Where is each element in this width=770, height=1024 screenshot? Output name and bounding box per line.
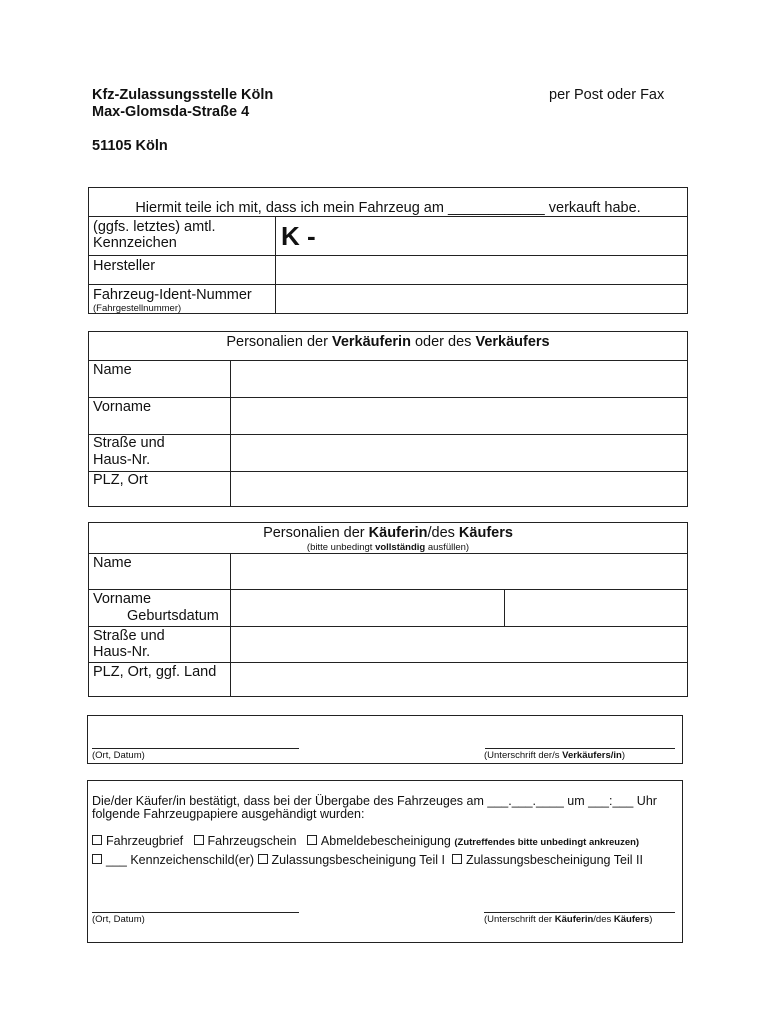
handover-section <box>87 780 683 943</box>
buyer-birthdate-field[interactable] <box>505 590 687 626</box>
checkbox-icon <box>452 854 462 864</box>
buyer-city-label: PLZ, Ort, ggf. Land <box>93 664 217 680</box>
seller-name-label: Name <box>93 362 132 378</box>
buyer-name-field[interactable] <box>231 554 687 589</box>
seller-street-field[interactable] <box>231 435 687 471</box>
checkbox-icon <box>194 835 204 845</box>
seller-firstname-field[interactable] <box>231 398 687 434</box>
seller-firstname-label: Vorname <box>93 399 152 415</box>
seller-place-date-line[interactable] <box>92 748 299 749</box>
papers-row-2 <box>92 853 643 867</box>
buyer-birthdate-label: Geburtsdatum <box>127 608 219 624</box>
buyer-title: Personalien der Käuferin/des Käufers <box>263 525 513 541</box>
seller-city-field[interactable] <box>231 472 687 506</box>
buyer-name-label: Name <box>93 555 132 571</box>
buyer-firstname-label: Vorname <box>93 591 152 607</box>
buyer-street-label-1: Straße und <box>93 628 165 644</box>
seller-title: Personalien der Verkäuferin oder des Verkäufers <box>226 334 550 350</box>
checkbox-fahrzeugbrief[interactable]: Fahrzeugbrief <box>92 834 183 848</box>
buyer-street-label-2: Haus-Nr. <box>93 644 151 660</box>
papers-row-1 <box>92 834 639 850</box>
checkbox-fahrzeugschein[interactable]: Fahrzeugschein <box>194 834 297 848</box>
buyer-section <box>88 522 688 697</box>
seller-name-field[interactable] <box>231 361 687 397</box>
plate-label-line2: Kennzeichen <box>93 235 177 251</box>
checkbox-icon <box>92 835 102 845</box>
sale-statement: Hiermit teile ich mit, dass ich mein Fahrzeug am ____________ verkauft habe. <box>135 200 641 216</box>
checkbox-zb-teil-2[interactable]: Zulassungsbescheinigung Teil II <box>452 853 643 867</box>
vin-field[interactable] <box>276 285 687 313</box>
seller-signature-section <box>87 715 683 764</box>
office-name: Kfz-Zulassungsstelle Köln <box>92 87 274 103</box>
seller-signature-line[interactable] <box>485 748 675 749</box>
vehicle-section <box>88 187 688 314</box>
buyer-firstname-field[interactable] <box>231 590 504 626</box>
checkbox-kennzeichenschilder[interactable]: ___ Kennzeichenschild(er) <box>92 853 254 867</box>
plate-field[interactable] <box>276 217 687 255</box>
seller-place-date-label: (Ort, Datum) <box>92 750 145 761</box>
seller-section <box>88 331 688 507</box>
seller-city-label: PLZ, Ort <box>93 472 148 488</box>
checkbox-icon <box>92 854 102 864</box>
buyer-place-date-label: (Ort, Datum) <box>92 914 145 925</box>
checkbox-icon <box>258 854 268 864</box>
manufacturer-field[interactable] <box>276 256 687 284</box>
buyer-place-date-line[interactable] <box>92 912 299 913</box>
buyer-signature-label: (Unterschrift der Käuferin/des Käufers) <box>484 914 653 925</box>
office-street: Max-Glomsda-Straße 4 <box>92 104 250 120</box>
seller-signature-label: (Unterschrift der/s Verkäufers/in) <box>484 750 625 761</box>
checkbox-abmeldebescheinigung[interactable]: Abmeldebescheinigung <box>307 834 451 848</box>
buyer-city-field[interactable] <box>231 663 687 696</box>
buyer-note: (bitte unbedingt vollständig ausfüllen) <box>306 542 470 553</box>
tick-note: (Zutreffendes bitte unbedingt ankreuzen) <box>454 837 640 848</box>
plate-label-line1: (ggfs. letztes) amtl. <box>93 219 216 235</box>
handover-statement: Die/der Käufer/in bestätigt, dass bei der Übergabe des Fahrzeuges am ___.___.____ um ___:___ Uhr <box>92 794 657 808</box>
seller-street-label-1: Straße und <box>93 435 165 451</box>
delivery-note: per Post oder Fax <box>549 87 665 103</box>
vin-label: Fahrzeug-Ident-Nummer <box>93 287 252 303</box>
buyer-signature-line[interactable] <box>484 912 675 913</box>
handover-statement-2: folgende Fahrzeugpapiere ausgehändigt wurden: <box>92 807 365 821</box>
vin-sublabel: (Fahrgestellnummer) <box>93 303 182 314</box>
buyer-street-field[interactable] <box>231 627 687 662</box>
seller-street-label-2: Haus-Nr. <box>93 452 151 468</box>
manufacturer-label: Hersteller <box>93 258 156 274</box>
checkbox-icon <box>307 835 317 845</box>
office-city: 51105 Köln <box>92 138 168 154</box>
checkbox-zb-teil-1[interactable]: Zulassungsbescheinigung Teil I <box>258 853 446 867</box>
plate-prefix: K - <box>281 221 316 251</box>
